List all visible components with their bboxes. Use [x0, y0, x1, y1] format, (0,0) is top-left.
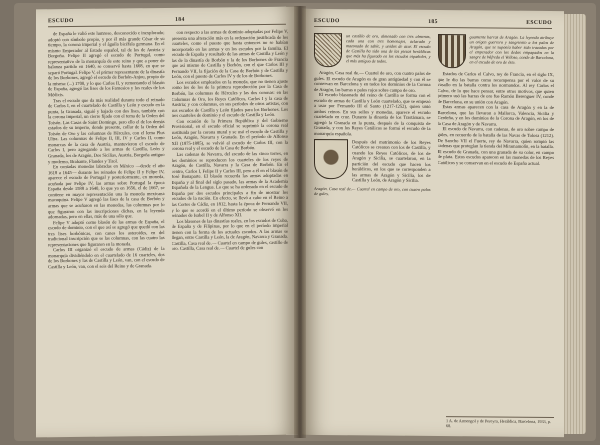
aragon-shield-icon [438, 34, 466, 68]
paragraph: Carlos III organizó el escudo de armas (Cádiz) de la monarquía dividiéndolo en el cuartelado de 16 cuarteles, dos de los Borbones y las de Castilla y León, van, con el escudo de Castilla y León, van, con el seis del Reino y de Granada. [48, 246, 165, 270]
left-columns [48, 29, 288, 430]
paragraph: El escudo de Navarra, con cadenas, de oro sobre campo de gules, en recuerdo de la batalla de las Navas de Tolosa (1212). De Sancho VII el Fuerte, rey de Navarra, quien rompió las cadenas que protegían la tienda del Miramamolín, en la batalla. El escudo de Granada, con una granada de su color, en campo de plata. Estos escudos aparecen en las monedas de los Reyes Católicos y se conservan en el escudo de España actual. [437, 126, 554, 166]
right-page-number: 185 [428, 18, 438, 26]
castilla-shield-icon [314, 33, 342, 67]
left-headword: ESCUDO [48, 17, 74, 25]
right-columns [314, 31, 554, 429]
page-edges [562, 14, 586, 434]
paragraph: con respecto a las armas de dominio adoptadas por Felipe V, presenta una alteración más en la ordenación justificada de los cuarteles, como el puesto que hasta entonces no se habían incorporado en las armas y en los escudos por la familia. El escudo de España y resultado de las armas de Castilla y León y las de la dinastía de Borbón y la de los Borbones de Francia que así mismo de Castilla y Borbón, con el que Carlos III y Fernando VII, la fijación de la Casa de Borbón y de Castilla y León, con el puesto de Carlos IV y de los de Borbones. [171, 28, 288, 80]
lion-shield-icon [314, 139, 348, 179]
paragraph: Con ocasión de la Primera República y del Gobierno Provisional, en el escudo oficial se suprimió la corona real sustituida por la corona mural y se usó el escudo de Castilla y León, Aragón, Navarra y Granada. En el período de Alfonso XII (1875-1885), se volvió al escudo de Carlos III, con la corona real y el escudo de la Casa de Borbón. [171, 117, 288, 152]
shields-row-2 [314, 139, 431, 184]
paragraph: Los blasones de las dinastías reales, en los escudos de Cuba, de España y de Filipinas, por lo que en el período imperial tienen con la forma de los actuales escudos. A las armas se llegan, entre Castilla y León, la de Aragón, Navarra y Granada. Castilla, Casa real de.— Cuartel en campo de gules, castillo de oro. Castilla, Casa real de.— Cuartel de gules con [171, 217, 288, 252]
left-page [36, 7, 298, 438]
shield-caption: Aragón. Casa real de.— Cuartel en campo de oro, con cuatro palos de gules. [314, 185, 431, 197]
left-column-2 [172, 29, 289, 428]
shields-row-3 [438, 34, 555, 69]
paragraph: Las cadenas de Navarra, del escudo de las cinco torres, en los dominios se reproducen los cuarteles de los reyes de Aragón, de Castilla, Navarra y la Casa de Borbón. En el centro, Carlos I, Felipe II y Carlos III, pero a él en el blasón de José Bonaparte. El blasón recuerda las armas adoptadas en España y al final del siglo pasado, las armas de la Academia Española de la Lengua. Lo que se ha ordenado en el escudo de España por dos escudos principales a fin de mostrar los escudos de la nación. En efecto, se llevó a cabo en el Reino a las Cortes de Cádiz, en 1812, hasta la época de Fernando VII, y lo que se acordó en el último período se observó en los reinados de Isabel II y de Alfonso XII. [171, 150, 288, 218]
shield-paragraph: un castillo de oro, almenado con tres almenas, cada una con tres homenajes, aclarado y mazonado de sable, y unidos de azur. El escudo de Castilla ha sido una de las piezas heráldicas que más ha figurado en los escudos españoles, y el más antiguo de todos. [346, 33, 431, 64]
paragraph: En contadas monedas labradas en México —desde el año 1618 a 1645— durante los reinados de Felipe II y Felipe IV, aparece el escudo de Portugal y posteriormente, en moneda, acuñada por Felipe IV, las armas sobre Portugal la época España desde 1588 a 1640, lo que ya en 1656, el de 1667, se contiene en mayor representación una la moneda mexicana macuquina. Felipe V agregó las lises de la casa de Borbón y armas que se acuñaron en las monedas, las columnas por lo que figuraron con las inscripciones dichas, en la leyenda adornadas, pero en ellas, más de una sólo que. [48, 163, 165, 220]
paragraph: El escudo blasonado del reino de Castilla se forma con el escudo de armas de Castilla y León cuartelado, que se empezó a usar por Fernando III el Santo (1217-1252), quien unió ambos reinos. En sus sellos y monedas, aparece el escudo cuartelado en cruz. Durante la dinastía de los Trastámara, se agregó la Granada en la punta, después de la conquista de Granada, y con los Reyes Católicos se formó el escudo de la monarquía española. [314, 92, 431, 137]
left-page-number: 184 [175, 16, 185, 23]
right-headword-2: ESCUDO [526, 19, 552, 27]
left-running-head [48, 16, 286, 27]
right-page [302, 9, 564, 437]
footnote: 1 A. de Armengol y de Pereyra, Heráldica, Barcelona, 1933, p. 68. [446, 416, 554, 429]
paragraph: Felipe V adoptó como blasón de las armas de España, el escudo de dominio, con el que así se agregó que quedó con las tres lises borbónicas, con canes los asteroides, en del tradicional inscripción que se las columnas, con las cuatro las representaciones que figuraron en la moneda. [48, 218, 165, 248]
paragraph: Aragón, Casa real de.— Cuartel de oro, con cuatro palos de gules. El escudo de Aragón es de gran antigüedad y con él se conservan en Barcelona y en todos los dominios de la Corona de Aragón, las barras o palos rojos sobre campo de oro. [314, 70, 431, 93]
right-headword: ESCUDO [314, 17, 340, 25]
paragraph: Estados de Carlos el Calvo, rey de Francia, en el siglo IX, que le dio las barras como recompensa por el valor de su vasallo en la batalla contra los normandos. Al rey Carlos el Calvo, de lo que hace pensar, entre otros motivos, que quien primero usó las barras de oro fue Ramón Berenguer IV, conde de Barcelona, en su unión con Aragón. [437, 71, 554, 105]
paragraph: Tras el escudo que da más realidad durante todo el reinado de Carlos I, en el cuartelado de Castilla y León y escudo en la punta, la Granada, siguió y bajado con dos lises, también con la corona imperial, un cierre fijado con el tema de la Orden del Toisón. Las Casas de Saint Domingo, pero ello el de los demás estados de su imperio, donde presente, collar de la Orden del Toisón de Oro y las columnas de Hércules, con el lema Plus Ultra. Las columnas de Felipe II, III, IV y Carlos II, como monarcas de la casa de Austria, mantuvieron el escudo de Carlos I, pero agregando a los armas de Castilla, León y Granada, los de Aragón, Dos Sicilias, Austria, Borgoña antiguo y moderno, Brabante, Flandes y Tirol. [48, 96, 165, 164]
shields-row [314, 33, 431, 68]
shield-paragraph-2: guamente barras de Aragón. La leyenda atribuye un origen guerrero y sangriento a los palos de Aragón, que se suponía haber sido trazados por el emperador con los dedos empapados en la sangre de Wifredo el Velloso, conde de Barcelona, en el escudo de oro de éste. [469, 34, 554, 65]
left-column-1 [48, 30, 165, 429]
right-column-1 [314, 31, 431, 428]
right-column-2 [438, 32, 555, 429]
paragraph: Estas armas aparecen con la casa de Aragón y en la de Barcelona, que las llevaron a Mallorca, Valencia, Sicilia y Cerdeña, y en los dominios de la Corona de Aragón, en los de la Casa de Aragón y de Navarra. [437, 104, 554, 127]
paragraph: de España le valió este lumroso, desconocido e inexplorado; adoptó con símbolo propio, y por él más grande César de su tiempo, la corona imperial y el águila bicéfala germana. En el mismo Emperador al Estado español, tal de los de Austria y Borgoña. Felipe II agregó el escudo de Portugal, como representativo de la monarquía de este reino y que a poner de balanza partido en 1640, se conservó hasta 1668, en que se separó Portugal. Felipe V, el primer representante de la dinastía de los Borbones, agregó el escudo de Borbón-Anjou, propio de la misma: (...) 1700, y lo que Carlos II, y remontando el blasón de España, agregó las lises de los Farnesios y los reales de los Médicis. [48, 30, 165, 98]
book-gutter [294, 6, 306, 438]
paragraph: Los escudos empleados en la moneda, que no tienen ajuste como los de los de la primera reproducción por la Casa de Borbón, las columnas de Hércules y las dos coronas: en las Columnas de Oro, los Reyes Católicos, Carlos I y la casa de Austria; y con columnas, en sus períodos de otros artistas, con sus escudos de Castilla y León fijados para los Borbones. Los tres cuarteles de dominio y el escudo de Castilla y León. [171, 78, 288, 119]
shield-side-text: Después del matrimonio de los Reyes Católicos se crearon con los de Castilla, y cuando los Reyes Católicos, de los de Aragón y Sicilia, se cuartelaron, en la partición del escudo que hacen los heráldicos, en los que se corresponden a las armas de Aragón y Sicilia, los de Castilla y León, de Aragón y Sicilia. [352, 138, 431, 184]
right-running-head [314, 18, 552, 29]
